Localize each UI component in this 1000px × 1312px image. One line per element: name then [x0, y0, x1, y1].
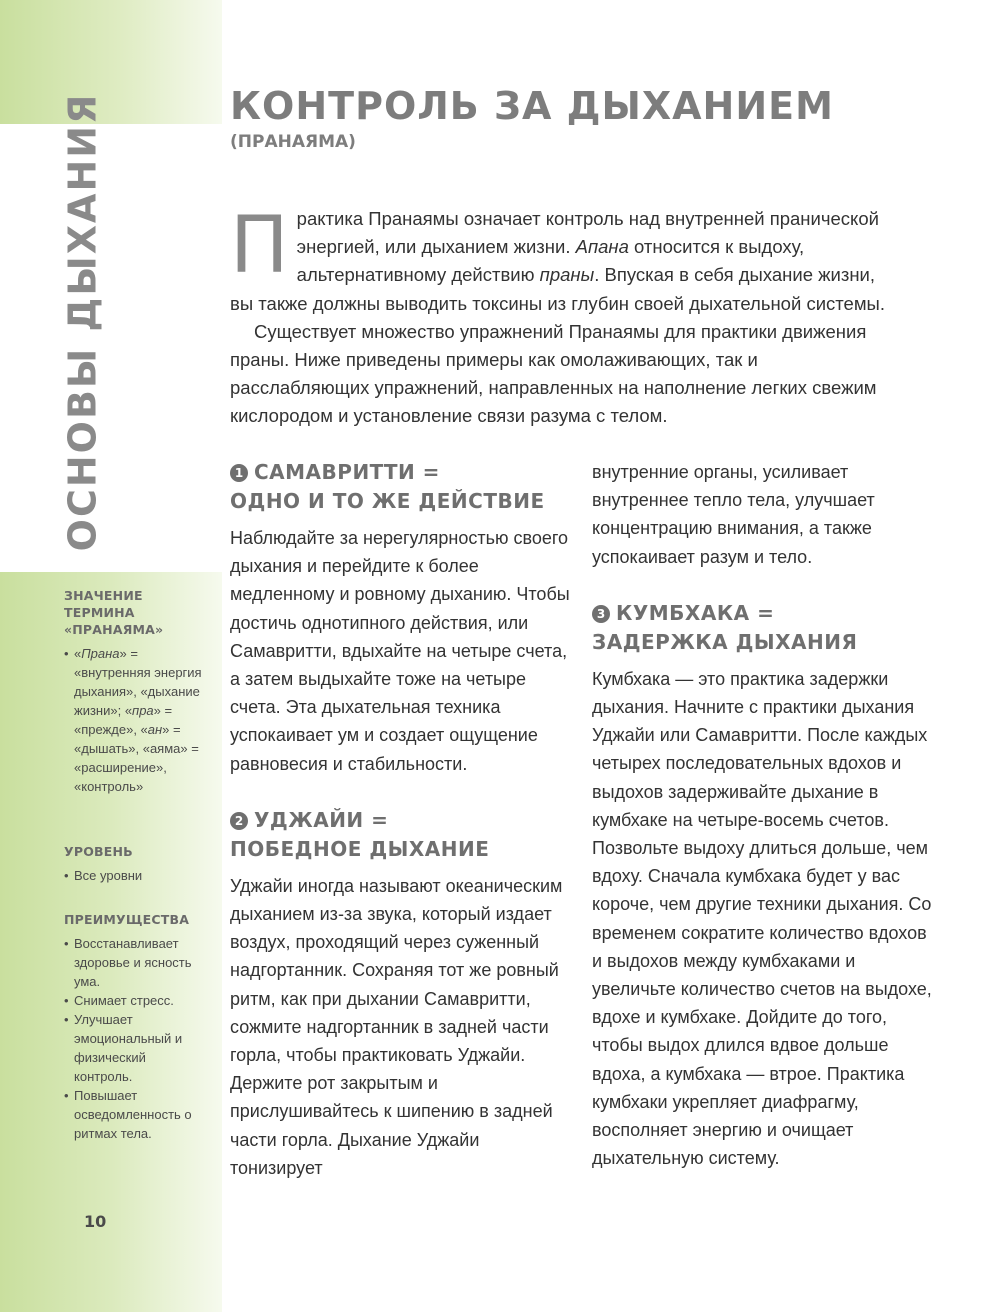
- benefits-list: [64, 934, 204, 1143]
- benefit-item: • Восстанавливает здоровье и ясность ума.: [64, 934, 204, 991]
- left-column: [230, 458, 570, 1182]
- chapter-vertical-title: ОСНОВЫ ДЫХАНИЯ: [60, 92, 104, 552]
- level-list: [64, 866, 204, 885]
- intro-paragraph-1: Практика Пранаямы означает контроль над внутренней пранической энергией, или дыханием жизни. Апана относится к выдоху, альтернативному действию праны. Впуская в себя дыхание жизни, вы также должны выводить токсины из глубин своей дыхательной системы.: [230, 201, 885, 314]
- page-number: 10: [84, 1212, 107, 1231]
- number-1-icon: 1: [230, 464, 248, 482]
- section-1-heading: 1 САМАВРИТТИ = ОДНО И ТО ЖЕ ДЕЙСТВИЕ: [230, 460, 545, 513]
- intro-text: [230, 201, 900, 431]
- section-2-continuation: внутренние органы, усиливает внутреннее тепло тела, улучшает концентрацию внимания, а также успокаивает разум и тело.: [592, 462, 875, 567]
- section-2-text: Уджайи иногда называют океаническим дыханием из-за звука, который издает воздух, проходящий через суженный надгортанник. Сохраняя тот же ровный ритм, как при дыхании Самавритти, сожмите надгортанник в задней части горла, чтобы практиковать Уджайи. Держите рот закрытым и прислушивайтесь к шипению в задней части горла. Дыхание Уджайи тонизирует: [230, 875, 563, 1178]
- level-heading: УРОВЕНЬ: [64, 844, 133, 859]
- sidebar-top-band: [0, 0, 222, 124]
- benefits-heading: ПРЕИМУЩЕСТВА: [64, 912, 190, 927]
- term-meaning-block: [64, 587, 204, 796]
- term-meaning-list: [64, 644, 204, 796]
- section-2-heading: 2 УДЖАЙИ = ПОБЕДНОЕ ДЫХАНИЕ: [230, 807, 490, 861]
- number-2-icon: 2: [230, 812, 248, 830]
- number-3-icon: 3: [592, 605, 610, 623]
- level-item: • Все уровни: [64, 866, 204, 885]
- term-meaning-item: • «Прана» = «внутренняя энергия дыхания», «дыхание жизни»; «пра» = «прежде», «ан» = «дышать», «аяма» = «расширение», «контроль»: [64, 644, 204, 796]
- term-meaning-heading: ЗНАЧЕНИЕ ТЕРМИНА «ПРАНАЯМА»: [64, 588, 164, 637]
- benefit-item: • Снимает стресс.: [64, 991, 204, 1010]
- section-1-text: Наблюдайте за нерегулярностью своего дыхания и перейдите к более медленному и ровному дыханию. Чтобы достичь однотипного действия, или Самавритти, вдыхайте на четыре счета, а затем выдыхайте тоже на четыре счета. Эта дыхательная техника успокаивает ум и создает ощущение равновесия и стабильности.: [230, 528, 570, 774]
- benefits-block: [64, 911, 204, 1143]
- intro-paragraph-2: Существует множество упражнений Пранаямы для практики движения праны. Ниже приведены примеры как омолаживающих, так и расслабляющих упражнений, направленных на наполнение легких свежим кислородом и установление связи разума с телом.: [230, 320, 877, 427]
- benefit-item: • Повышает осведомленность о ритмах тела.: [64, 1086, 204, 1143]
- right-column: [592, 458, 932, 1172]
- benefit-item: • Улучшает эмоциональный и физический контроль.: [64, 1010, 204, 1086]
- page-title: КОНТРОЛЬ ЗА ДЫХАНИЕМ: [230, 84, 834, 128]
- section-3-text: Кумбхака — это практика задержки дыхания. Начните с практики дыхания Уджайи или Самавритти. После каждых четырех последовательных вдохов и выдохов задерживайте дыхание в кумбхаке на четыре-восемь счетов. Позвольте выдоху длиться дольше, чем вдоху. Сначала кумбхака будет у вас короче, чем другие техники дыхания. Со временем сократите количество вдохов и выдохов между кумбхаками и увеличьте количество счетов на выдохе, вдохе и кумбхаке. Дойдите до того, чтобы выдох длился вдвое дольше вдоха, а кумбхака — втрое. Практика кумбхаки укрепляет диафрагму, восполняет энергию и очищает дыхательную систему.: [592, 668, 932, 1169]
- level-block: [64, 843, 204, 885]
- page-subtitle: (ПРАНАЯМА): [230, 132, 356, 152]
- section-3-heading: 3 КУМБХАКА = ЗАДЕРЖКА ДЫХАНИЯ: [592, 600, 858, 654]
- drop-cap: П: [230, 201, 289, 291]
